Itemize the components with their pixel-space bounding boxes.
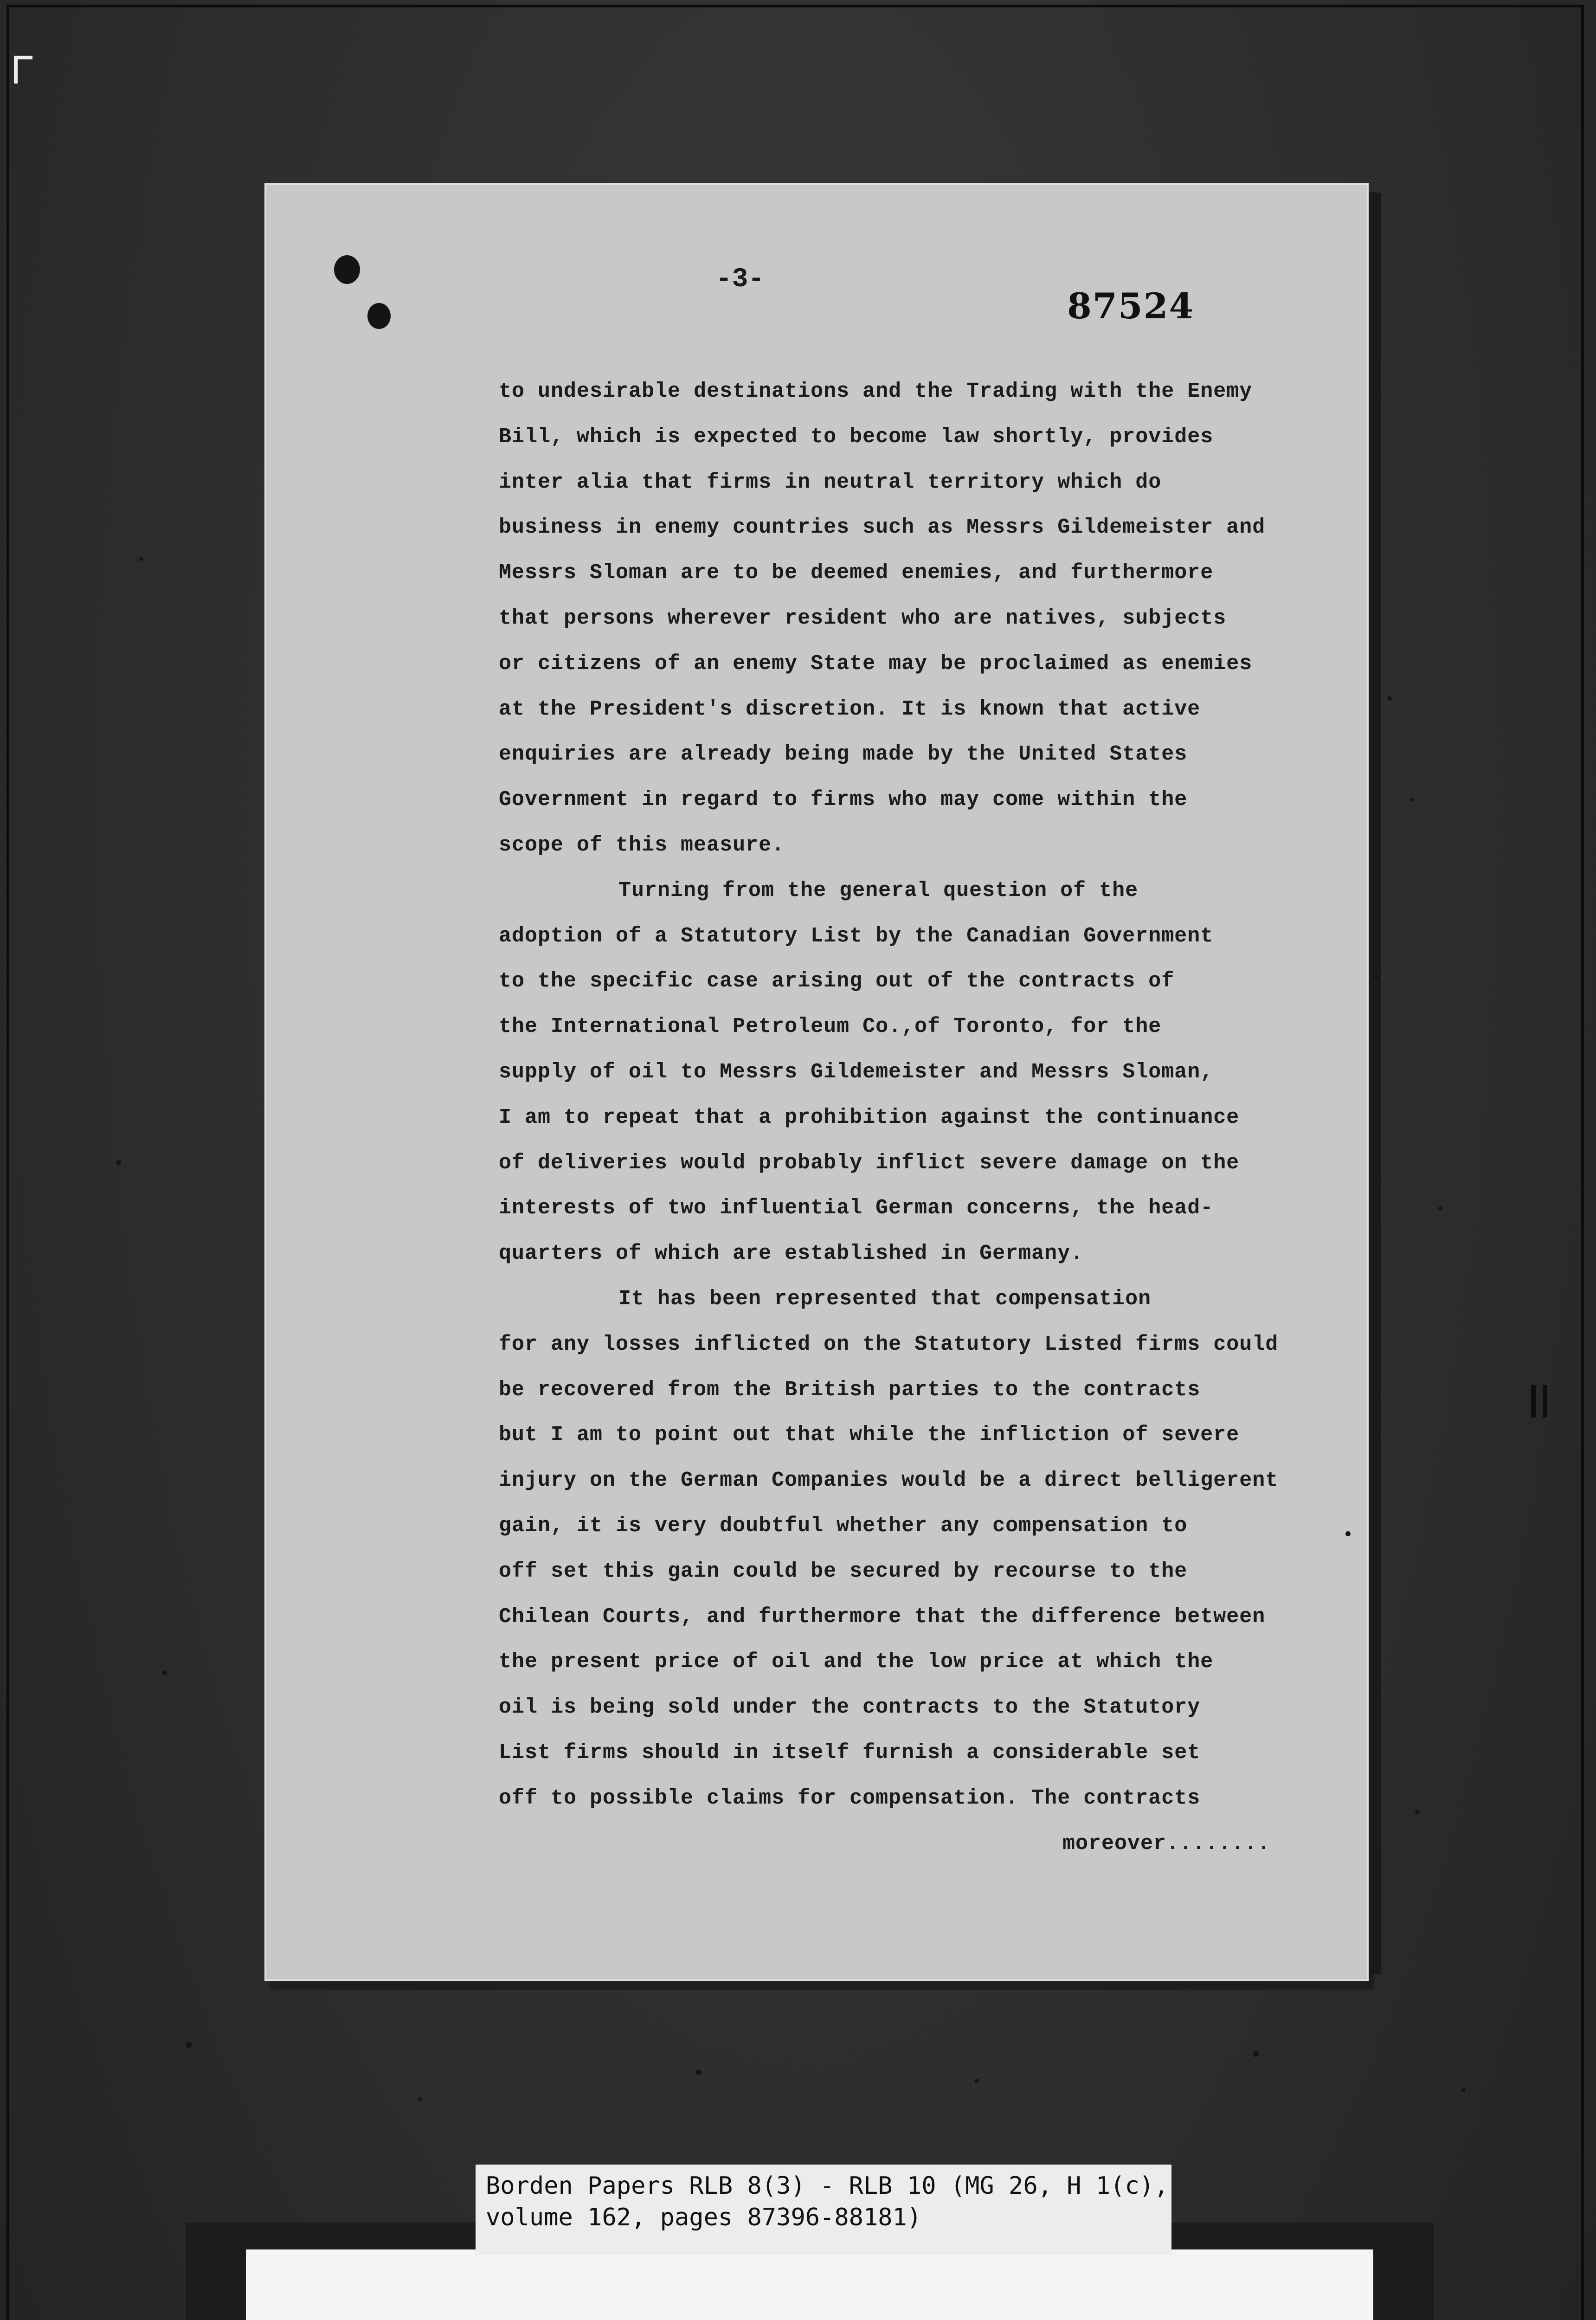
film-speck bbox=[974, 2079, 979, 2083]
letter-line: be recovered from the British parties to the contracts bbox=[499, 1378, 1201, 1402]
letter-line: business in enemy countries such as Messrs Gildemeister and bbox=[499, 516, 1266, 540]
letter-line: Bill, which is expected to become law shortly, provides bbox=[499, 425, 1214, 449]
letter-line: inter alia that firms in neutral territory which do bbox=[499, 470, 1162, 494]
letter-line: List firms should in itself furnish a considerable set bbox=[499, 1740, 1201, 1765]
letter-line: Chilean Courts, and furthermore that the difference between bbox=[499, 1605, 1266, 1629]
letter-body bbox=[499, 369, 1357, 1866]
letter-line: supply of oil to Messrs Gildemeister and Messrs Sloman, bbox=[499, 1060, 1214, 1084]
film-speck bbox=[139, 557, 143, 561]
film-speck bbox=[1461, 2088, 1466, 2092]
letter-line: Government in regard to firms who may come within the bbox=[499, 788, 1188, 812]
letter-line: I am to repeat that a prohibition against the continuance bbox=[499, 1105, 1240, 1129]
film-speck bbox=[162, 1670, 167, 1675]
reference-label-line: Borden Papers RLB 8(3) - RLB 10 (MG 26, H 1(c), bbox=[486, 2172, 1169, 2200]
margin-mark bbox=[1543, 1385, 1547, 1418]
film-speck bbox=[418, 2097, 422, 2101]
film-speck bbox=[1345, 1531, 1351, 1536]
film-speck bbox=[1415, 1810, 1420, 1814]
film-speck bbox=[1438, 1206, 1442, 1211]
letter-line: or citizens of an enemy State may be proclaimed as enemies bbox=[499, 651, 1253, 676]
letter-line: to the specific case arising out of the contracts of bbox=[499, 969, 1175, 993]
letter-line: injury on the German Companies would be a direct belligerent bbox=[499, 1469, 1279, 1493]
archives-card bbox=[246, 2249, 1373, 2320]
letter-line: interests of two influential German concerns, the head- bbox=[499, 1196, 1214, 1220]
letter-line: It has been represented that compensation bbox=[618, 1287, 1152, 1311]
film-speck bbox=[186, 2042, 192, 2048]
letter-line: but I am to point out that while the infliction of severe bbox=[499, 1423, 1240, 1447]
letter-line: of deliveries would probably inflict severe damage on the bbox=[499, 1151, 1240, 1175]
letter-line: enquiries are already being made by the United States bbox=[499, 742, 1188, 767]
letter-line: moreover........ bbox=[1062, 1831, 1271, 1856]
letter-line: Messrs Sloman are to be deemed enemies, and furthermore bbox=[499, 561, 1214, 585]
letter-line: at the President's discretion. It is known that active bbox=[499, 697, 1201, 721]
archive-stamp-number: 87524 bbox=[1067, 285, 1195, 327]
film-speck bbox=[696, 2069, 701, 2075]
film-speck bbox=[1373, 974, 1379, 980]
film-corner-mark bbox=[14, 56, 18, 84]
letter-line: quarters of which are established in Germany. bbox=[499, 1242, 1084, 1266]
letter-line: the present price of oil and the low price at which the bbox=[499, 1650, 1214, 1674]
margin-mark bbox=[1531, 1385, 1536, 1418]
page-number: -3- bbox=[715, 264, 765, 295]
film-speck bbox=[1253, 2051, 1259, 2057]
reference-label bbox=[476, 2165, 1171, 2255]
letter-line: oil is being sold under the contracts to the Statutory bbox=[499, 1695, 1201, 1720]
letter-line: Turning from the general question of the bbox=[618, 878, 1139, 902]
letter-line: that persons wherever resident who are natives, subjects bbox=[499, 606, 1227, 630]
film-corner-mark bbox=[14, 56, 32, 59]
letter-line: to undesirable destinations and the Trading with the Enemy bbox=[499, 380, 1253, 403]
letter-line: gain, it is very doubtful whether any compensation to bbox=[499, 1514, 1188, 1538]
film-speck bbox=[1410, 798, 1414, 802]
reference-label-line: volume 162, pages 87396-88181) bbox=[486, 2204, 922, 2231]
letter-line: off to possible claims for compensation. The contracts bbox=[499, 1786, 1201, 1810]
letter-line: the International Petroleum Co.,of Toronto, for the bbox=[499, 1015, 1162, 1039]
film-speck bbox=[116, 1160, 121, 1165]
letter-line: scope of this measure. bbox=[499, 833, 785, 857]
film-speck bbox=[1387, 696, 1392, 701]
punch-hole bbox=[334, 255, 360, 284]
punch-hole bbox=[367, 303, 391, 329]
letter-line: off set this gain could be secured by recourse to the bbox=[499, 1559, 1188, 1583]
letter-line: for any losses inflicted on the Statutory Listed firms could bbox=[499, 1332, 1279, 1356]
letter-line: adoption of a Statutory List by the Canadian Government bbox=[499, 924, 1214, 948]
typed-letter-page bbox=[264, 183, 1369, 1981]
